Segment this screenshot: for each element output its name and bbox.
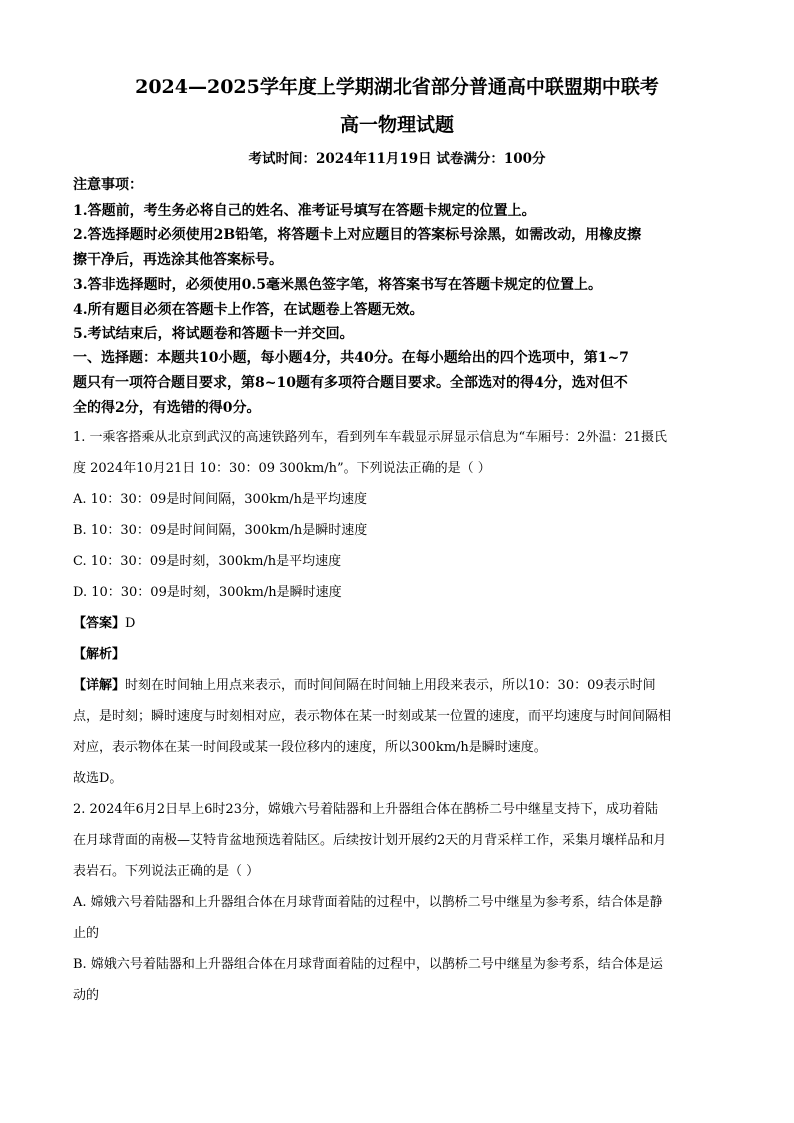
q2-stem: 在月球背面的南极—艾特肯盆地预选着陆区。后续按计划开展约2天的月背采样工作，采集月壤样品和月 [73,833,667,848]
section-instruction: 题只有一项符合题目要求，第8~10题有多项符合题目要求。全部选对的得4分，选对但不 [73,375,628,391]
q2-option-a: A. 嫦娥六号着陆器和上升器组合体在月球背面着陆的过程中，以鹊桥二号中继星为参考系，结合体是静 [73,895,663,910]
q1-stem: 1. 一乘客搭乘从北京到武汉的高速铁路列车，看到列车车载显示屏显示信息为“车厢号：2外温：21摄氏 [73,430,667,445]
detail-text: 时刻在时间轴上用点来表示，而时间间隔在时间轴上用段来表示，所以10：30：09表示时间 [125,678,656,693]
section-instruction: 一、选择题：本题共10小题，每小题4分，共40分。在每小题给出的四个选项中，第1~7 [73,350,629,366]
notice-line: 4.所有题目必须在答题卡上作答，在试题卷上答题无效。 [73,302,424,318]
notice-title: 注意事项： [73,177,143,193]
q2-stem: 表岩石。下列说法正确的是（ ） [73,864,260,879]
q1-detail-line: 点，是时刻；瞬时速度与时刻相对应，表示物体在某一时刻或某一位置的速度，而平均速度与时间间隔相 [73,709,672,724]
notice-line: 5.考试结束后，将试题卷和答题卡一并交回。 [73,326,354,342]
detail-tag: 【详解】 [73,678,126,693]
q1-analysis-tag [73,643,125,662]
q1-conclusion: 故选D。 [73,771,123,786]
q2-stem: 2. 2024年6月2日早上6时23分，嫦娥六号着陆器和上升器组合体在鹊桥二号中继星支持下，成功着陆 [73,802,658,817]
main-title: 2024—2025学年度上学期湖北省部分普通高中联盟期中联考 [135,76,659,98]
q1-option-b: B. 10：30：09是时间间隔，300km/h是瞬时速度 [73,523,368,538]
analysis-tag: 【解析】 [73,647,126,662]
section-instruction: 全的得2分，有选错的得0分。 [73,400,261,416]
notice-line: 擦干净后，再选涂其他答案标号。 [73,252,283,268]
q2-option-a-cont: 止的 [73,926,100,941]
q1-option-c: C. 10：30：09是时刻，300km/h是平均速度 [73,554,342,569]
notice-line: 1.答题前，考生务必将自己的姓名、准考证号填写在答题卡规定的位置上。 [73,203,536,219]
q2-option-b-cont: 动的 [73,988,100,1003]
q1-detail [73,674,656,693]
sub-title: 高一物理试题 [339,114,454,136]
q1-stem: 度 2024年10月21日 10：30：09 300km/h”。下列说法正确的是（ ） [73,461,491,476]
q1-option-a: A. 10：30：09是时间间隔，300km/h是平均速度 [73,492,368,507]
answer-value: D [125,616,136,631]
notice-line: 3.答非选择题时，必须使用0.5毫米黑色签字笔，将答案书写在答题卡规定的位置上。 [73,277,602,293]
q1-detail-line: 对应，表示物体在某一时间段或某一段位移内的速度，所以300km/h是瞬时速度。 [73,740,547,755]
q1-answer [73,612,135,631]
notice-line: 2.答选择题时必须使用2B铅笔，将答题卡上对应题目的答案标号涂黑，如需改动，用橡皮擦 [73,227,642,243]
q2-option-b: B. 嫦娥六号着陆器和上升器组合体在月球背面着陆的过程中，以鹊桥二号中继星为参考系，结合体是运 [73,957,663,972]
exam-info: 考试时间：2024年11月19日 试卷满分：100分 [248,151,546,167]
answer-tag: 【答案】 [73,616,126,631]
q1-option-d: D. 10：30：09是时刻，300km/h是瞬时速度 [73,585,342,600]
